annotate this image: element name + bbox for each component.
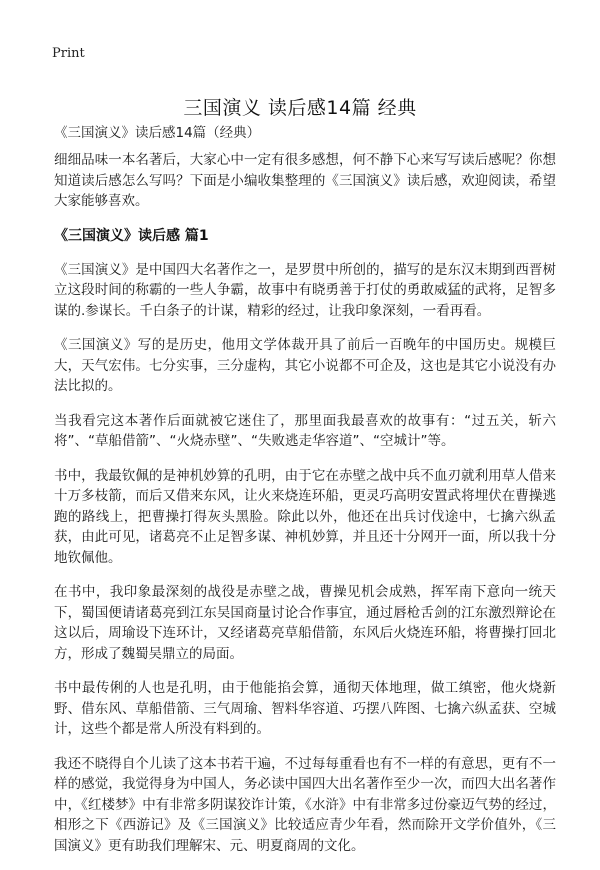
body-paragraph-6: 书中最传俐的人也是孔明，由于他能掐会算，通彻天体地理，做工缜密，他火烧新野、借东风、草船借箭、三气周瑜、智料华容道、巧摆八阵图、七擒六纵孟获、空城计，这些个都是常人所没有料到的。 xyxy=(54,680,556,737)
print-label: Print xyxy=(52,46,85,61)
intro-paragraph: 细细品味一本名著后，大家心中一定有很多感想，何不静下心来写写读后感呢？你想知道读后感怎么写吗？下面是小编收集整理的《三国演义》读后感，欢迎阅读，希望大家能够喜欢。 xyxy=(54,152,556,209)
body-paragraph-3: 当我看完这本著作后面就被它迷住了，那里面我最喜欢的故事有：“过五关，斩六将”、“草船借箭”、“火烧赤壁”、“失败逃走华容道”、“空城计”等。 xyxy=(54,412,556,449)
body-paragraph-2: 《三国演义》写的是历史，他用文学体裁开具了前后一百晚年的中国历史。规模巨大，天气宏伟。七分实事，三分虚构，其它小说都不可企及，这也是其它小说没有办法比拟的。 xyxy=(54,337,556,394)
body-paragraph-1: 《三国演义》是中国四大名著作之一，是罗贯中所创的，描写的是东汉末期到西晋树立这段时间的称霸的一些人争霸，故事中有晓勇善于打仗的勇敢威猛的武将，足智多谋的.参谋长。千白条子的计谋，精彩的经过，让我印象深刻，一看再看。 xyxy=(54,261,556,319)
document-body xyxy=(54,150,556,870)
page-title: 三国演义 读后感14篇 经典 xyxy=(183,96,417,119)
body-paragraph-5: 在书中，我印象最深刻的战役是赤壁之战，曹操见机会成熟，挥军南下意向一统天下，蜀国便请诸葛亮到江东吴国商量讨论合作事宜，通过唇枪舌剑的江东激烈辩论在这以后，周瑜设下连环计，又经诸葛亮草船借箭，东风后火烧连环船，将曹操打回北方，形成了魏蜀吴鼎立的局面。 xyxy=(54,584,556,662)
document-subtitle: 《三国演义》读后感14篇（经典） xyxy=(54,125,261,141)
section-heading: 《三国演义》读后感 篇1 xyxy=(54,227,209,244)
body-paragraph-7: 我还不晓得自个儿读了这本书若干遍，不过每每重看也有不一样的有意思，更有不一样的感觉，我觉得身为中国人，务必读中国四大出名著作至少一次，而四大出名著作中，《红楼梦》中有非常多阴谋狡诈计策，《水浒》中有非常多过份豪迈气势的经过，相形之下《西游记》及《三国演义》比较适应青少年看，然而除开文学价值外，《三国演义》更有助我们理解宋、元、明夏商周的文化。 xyxy=(54,755,556,854)
body-paragraph-4: 书中，我最钦佩的是神机妙算的孔明，由于它在赤壁之战中兵不血刃就利用草人借来十万多枝箭，而后又借来东风，让火来烧连环船，更灵巧高明安置武将埋伏在曹操逃跑的路线上，把曹操打得灰头黑脸。除此以外，他还在出兵讨伐途中，七擒六纵孟获，由此可见，诸葛亮不止足智多谋、神机妙算，并且还十分网开一面，所以我十分地钦佩他。 xyxy=(54,467,556,566)
